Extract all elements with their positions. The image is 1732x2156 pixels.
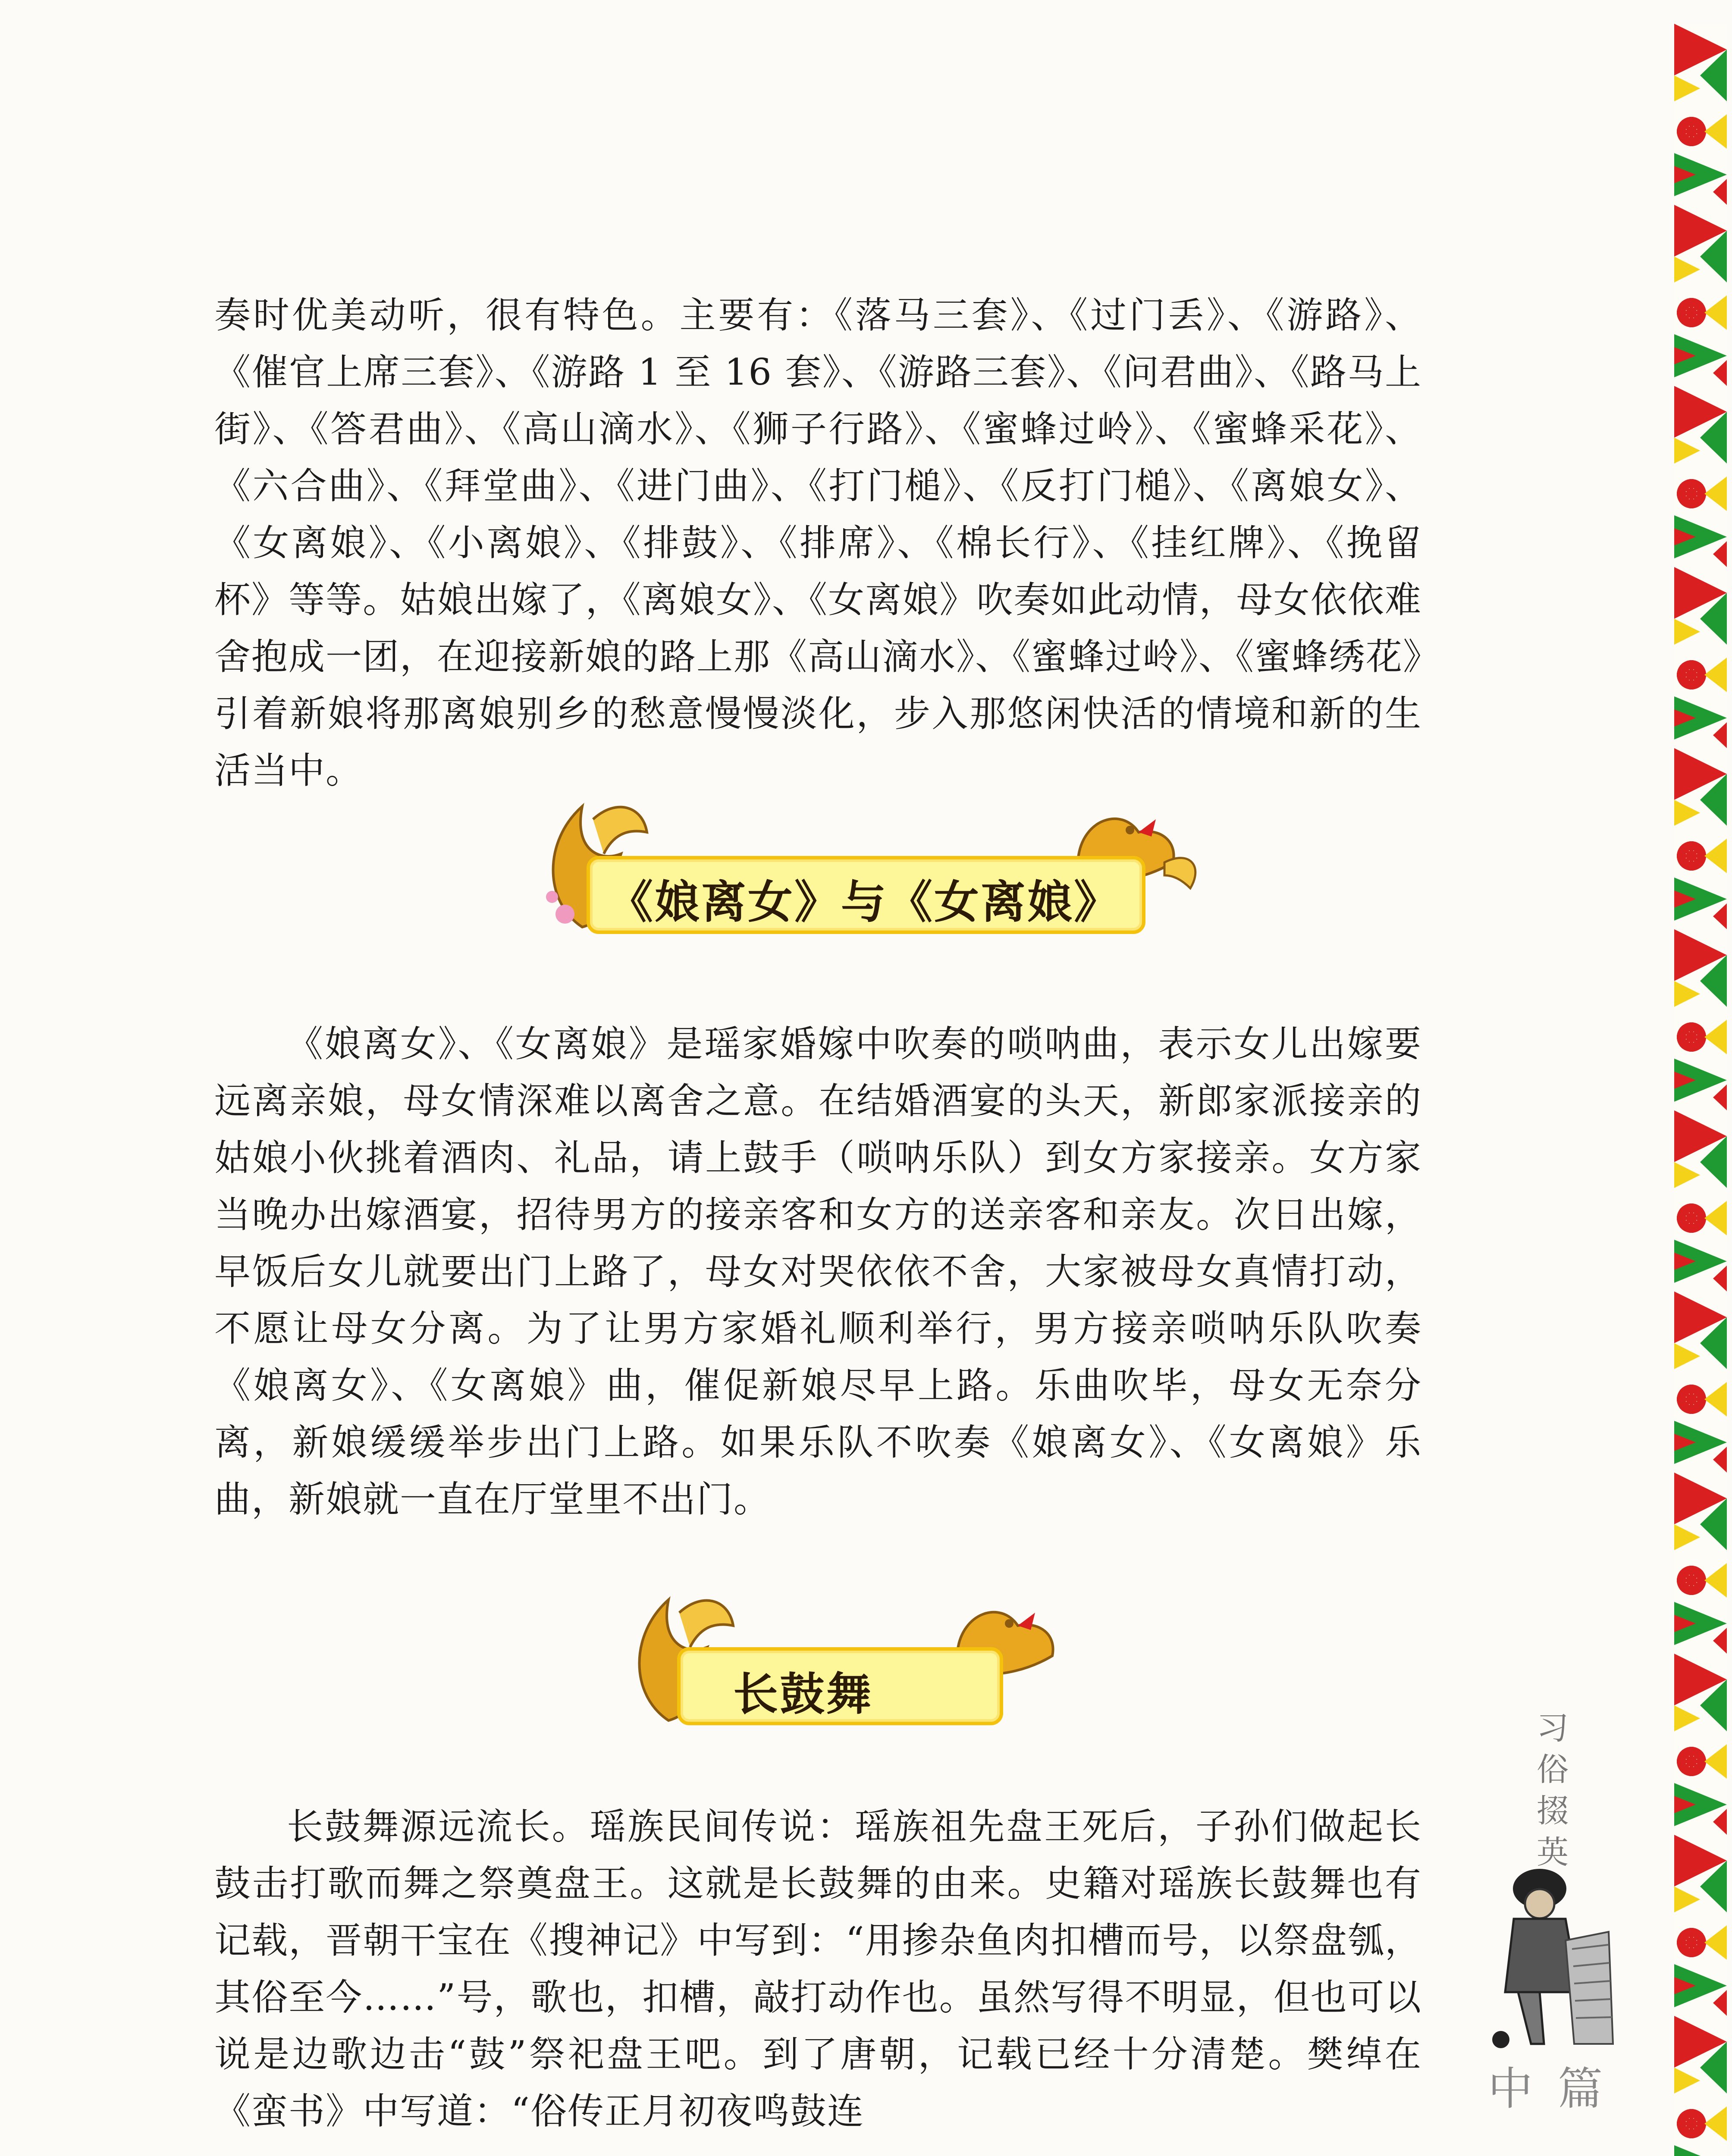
chapter-label: 习俗掇英 [1537, 1710, 1569, 1871]
paragraph-changgu [214, 1798, 1422, 2140]
section-heading-changgu [604, 1574, 1070, 1738]
section-heading-niangline [518, 789, 1208, 953]
section-name: 中篇 [1488, 2062, 1628, 2115]
paragraph-text: 长鼓舞源远流长。瑶族民间传说：瑶族祖先盘王死后，子孙们做起长鼓击打歌而舞之祭奠盘王。这就是长鼓舞的由来。史籍对瑶族长鼓舞也有记载，晋朝干宝在《搜神记》中写到：“用掺杂鱼肉扣槽而号，以祭盘瓠，其俗至今……”号，歌也，扣槽，敲打动作也。虽然写得不明显，但也可以说是边歌边击“鼓”祭祀盘王吧。到了唐朝，记载已经十分清楚。樊绰在《蛮书》中写道：“俗传正月初夜鸣鼓连 [214, 1805, 1422, 2132]
heading-title: 长鼓舞 [733, 1667, 873, 1720]
paragraph-niangline [214, 1015, 1422, 1528]
paragraph-continued [214, 287, 1422, 799]
ethnic-figure-icon [1479, 1863, 1622, 2053]
decorative-border-strip [1674, 24, 1727, 2156]
folk-pattern-icon [1674, 24, 1727, 2156]
heading-title: 《娘离女》与《女离娘》 [608, 875, 1121, 928]
paragraph-text: 奏时优美动听，很有特色。主要有：《落马三套》、《过门丢》、《游路》、《催官上席三套》、《游路 1 至 16 套》、《游路三套》、《问君曲》、《路马上街》、《答君曲》、《高山滴水》、《狮子行路》、《蜜蜂过岭》、《蜜蜂采花》、《六合曲》、《拜堂曲》、《进门曲》、《打门槌》、《反打门槌》、《离娘女》、《女离娘》、《小离娘》、《排鼓》、《排席》、《棉长行》、《挂红牌》、《挽留杯》等等。姑娘出嫁了，《离娘女》、《女离娘》吹奏如此动情，母女依依难舍抱成一团，在迎接新娘的路上那《高山滴水》、《蜜蜂过岭》、《蜜蜂绣花》引着新娘将那离娘别乡的愁意慢慢淡化，步入那悠闲快活的情境和新的生活当中。 [214, 294, 1422, 792]
paragraph-text: 《娘离女》、《女离娘》是瑶家婚嫁中吹奏的唢呐曲，表示女儿出嫁要远离亲娘，母女情深难以离舍之意。在结婚酒宴的头天，新郎家派接亲的姑娘小伙挑着酒肉、礼品，请上鼓手（唢呐乐队）到女方家接亲。女方家当晚办出嫁酒宴，招待男方的接亲客和女方的送亲客和亲友。次日出嫁，早饭后女儿就要出门上路了，母女对哭依依不舍，大家被母女真情打动，不愿让母女分离。为了让男方家婚礼顺利举行，男方接亲唢呐乐队吹奏《娘离女》、《女离娘》曲，催促新娘尽早上路。乐曲吹毕，母女无奈分离，新娘缓缓举步出门上路。如果乐队不吹奏《娘离女》、《女离娘》乐曲，新娘就一直在厅堂里不出门。 [214, 1023, 1422, 1520]
